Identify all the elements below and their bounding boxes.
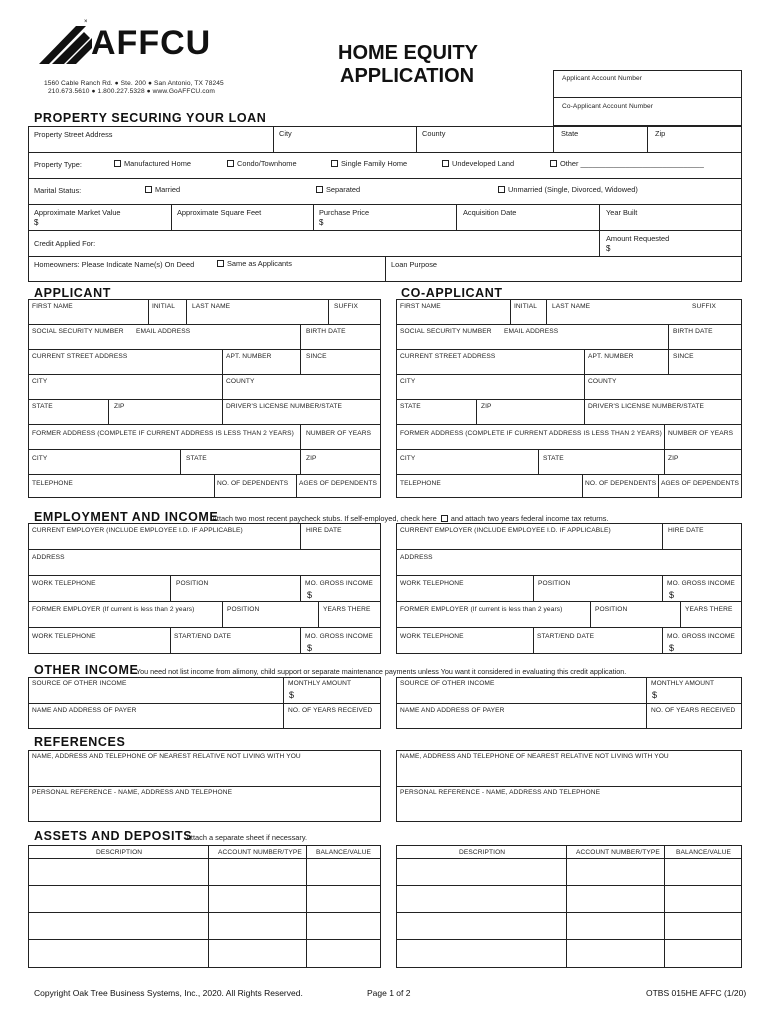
checkbox-icon[interactable] — [217, 260, 224, 267]
applicant-former-zip[interactable]: ZIP — [306, 455, 317, 462]
same-as-applicants[interactable]: Same as Applicants — [217, 259, 292, 268]
coapplicant-former-state[interactable]: STATE — [543, 455, 564, 462]
property-type-other[interactable]: Other ______________________________ — [550, 159, 704, 168]
coapplicant-email[interactable]: EMAIL ADDRESS — [504, 328, 559, 335]
coapplicant-nearest-relative[interactable]: NAME, ADDRESS AND TELEPHONE OF NEAREST RELATIVE NOT LIVING WITH YOU — [400, 753, 669, 760]
property-type-condo[interactable]: Condo/Townhome — [227, 159, 297, 168]
applicant-assets-balance: BALANCE/VALUE — [316, 849, 372, 856]
year-built[interactable]: Year Built — [606, 208, 638, 217]
purchase-price[interactable]: Purchase Price — [319, 208, 370, 217]
applicant-former-employer[interactable]: FORMER EMPLOYER (If current is less than 2 years) — [32, 606, 195, 613]
coapplicant-license[interactable]: DRIVER'S LICENSE NUMBER/STATE — [588, 403, 705, 410]
coapplicant-start-end-date[interactable]: START/END DATE — [537, 633, 595, 640]
applicant-assets-description: DESCRIPTION — [96, 849, 143, 856]
applicant-nearest-relative[interactable]: NAME, ADDRESS AND TELEPHONE OF NEAREST RELATIVE NOT LIVING WITH YOU — [32, 753, 301, 760]
coapplicant-monthly-amount[interactable]: MONTHLY AMOUNT — [651, 680, 715, 687]
property-type-undeveloped[interactable]: Undeveloped Land — [442, 159, 514, 168]
coapplicant-assets-description: DESCRIPTION — [459, 849, 506, 856]
applicant-employer-address[interactable]: ADDRESS — [32, 554, 65, 561]
coapplicant-payer[interactable]: NAME AND ADDRESS OF PAYER — [400, 707, 505, 714]
references-heading: REFERENCES — [34, 735, 126, 749]
applicant-county[interactable]: COUNTY — [226, 378, 255, 385]
applicant-dependent-ages[interactable]: AGES OF DEPENDENTS — [299, 480, 378, 487]
applicant-first-name[interactable]: FIRST NAME — [32, 303, 73, 310]
applicant-former-gross-income[interactable]: MO. GROSS INCOME — [305, 633, 373, 640]
marital-unmarried[interactable]: Unmarried (Single, Divorced, Widowed) — [498, 185, 638, 194]
coapplicant-heading: CO-APPLICANT — [401, 286, 503, 300]
checkbox-icon[interactable] — [498, 186, 505, 193]
coapplicant-since[interactable]: SINCE — [673, 353, 694, 360]
property-city[interactable]: City — [279, 129, 292, 138]
checkbox-icon[interactable] — [316, 186, 323, 193]
applicant-heading: APPLICANT — [34, 286, 111, 300]
coapplicant-assets-account: ACCOUNT NUMBER/TYPE — [576, 849, 660, 856]
purchase-price-dollar: $ — [319, 218, 324, 227]
self-employed-checkbox-icon[interactable] — [441, 515, 448, 522]
coapplicant-birth-date[interactable]: BIRTH DATE — [673, 328, 713, 335]
applicant-suffix[interactable]: SUFFIX — [334, 303, 359, 310]
coapplicant-former-city[interactable]: CITY — [400, 455, 416, 462]
checkbox-icon[interactable] — [114, 160, 121, 167]
applicant-state[interactable]: STATE — [32, 403, 53, 410]
coapplicant-years-received[interactable]: NO. OF YEARS RECEIVED — [651, 707, 736, 714]
checkbox-icon[interactable] — [550, 160, 557, 167]
applicant-years-there[interactable]: YEARS THERE — [323, 606, 371, 613]
amount-requested[interactable]: Amount Requested — [606, 234, 670, 243]
affcu-logo-mark-icon — [36, 18, 98, 68]
applicant-former-city[interactable]: CITY — [32, 455, 48, 462]
coapplicant-employer-address[interactable]: ADDRESS — [400, 554, 433, 561]
coapplicant-suffix[interactable]: SUFFIX — [692, 303, 717, 310]
applicant-current-employer[interactable]: CURRENT EMPLOYER (INCLUDE EMPLOYEE I.D. IF APPLICABLE) — [32, 527, 243, 534]
coapplicant-position[interactable]: POSITION — [538, 580, 571, 587]
credit-applied-for[interactable]: Credit Applied For: — [34, 239, 96, 248]
applicant-zip[interactable]: ZIP — [114, 403, 125, 410]
applicant-payer[interactable]: NAME AND ADDRESS OF PAYER — [32, 707, 137, 714]
coapplicant-personal-reference[interactable]: PERSONAL REFERENCE - NAME, ADDRESS AND TELEPHONE — [400, 789, 601, 796]
employment-heading: EMPLOYMENT AND INCOME — [34, 510, 219, 524]
coapplicant-gross-income-dollar: $ — [669, 590, 675, 600]
applicant-since[interactable]: SINCE — [306, 353, 327, 360]
svg-text:×: × — [84, 19, 88, 25]
coapplicant-ssn[interactable]: SOCIAL SECURITY NUMBER — [400, 328, 492, 335]
property-type-label: Property Type: — [34, 160, 82, 169]
applicant-work-telephone[interactable]: WORK TELEPHONE — [32, 580, 96, 587]
homeowners-names-on-deed[interactable]: Homeowners: Please Indicate Name(s) On Deed — [34, 260, 195, 269]
acquisition-date[interactable]: Acquisition Date — [463, 208, 517, 217]
applicant-assets-account: ACCOUNT NUMBER/TYPE — [218, 849, 302, 856]
applicant-street[interactable]: CURRENT STREET ADDRESS — [32, 353, 128, 360]
coapplicant-dependent-ages[interactable]: AGES OF DEPENDENTS — [661, 480, 740, 487]
property-section-heading: PROPERTY SECURING YOUR LOAN — [34, 111, 267, 125]
coapplicant-last-name[interactable]: LAST NAME — [552, 303, 591, 310]
coapplicant-former-address[interactable]: FORMER ADDRESS (COMPLETE IF CURRENT ADDRESS IS LESS THAN 2 YEARS) — [400, 430, 662, 437]
coapplicant-account-number[interactable]: Co-Applicant Account Number — [562, 103, 654, 110]
coapplicant-city[interactable]: CITY — [400, 378, 416, 385]
coapplicant-gross-income[interactable]: MO. GROSS INCOME — [667, 580, 735, 587]
market-value-dollar: $ — [34, 218, 39, 227]
marital-status-label: Marital Status: — [34, 186, 82, 195]
applicant-gross-income[interactable]: MO. GROSS INCOME — [305, 580, 373, 587]
coapplicant-former-gross-dollar: $ — [669, 643, 675, 653]
applicant-position[interactable]: POSITION — [176, 580, 209, 587]
checkbox-icon[interactable] — [442, 160, 449, 167]
applicant-account-number[interactable]: Applicant Account Number — [562, 75, 643, 82]
applicant-former-gross-dollar: $ — [307, 643, 313, 653]
checkbox-icon[interactable] — [331, 160, 338, 167]
coapplicant-current-employer[interactable]: CURRENT EMPLOYER (INCLUDE EMPLOYEE I.D. IF APPLICABLE) — [400, 527, 611, 534]
coapplicant-initial[interactable]: INITIAL — [514, 303, 538, 310]
coapplicant-state[interactable]: STATE — [400, 403, 421, 410]
coapplicant-assets-table — [396, 845, 742, 968]
applicant-former-state[interactable]: STATE — [186, 455, 207, 462]
coapplicant-former-work-telephone[interactable]: WORK TELEPHONE — [400, 633, 464, 640]
coapplicant-former-zip[interactable]: ZIP — [668, 455, 679, 462]
applicant-license[interactable]: DRIVER'S LICENSE NUMBER/STATE — [226, 403, 343, 410]
coapplicant-street[interactable]: CURRENT STREET ADDRESS — [400, 353, 496, 360]
coapplicant-former-gross-income[interactable]: MO. GROSS INCOME — [667, 633, 735, 640]
applicant-years-received[interactable]: NO. OF YEARS RECEIVED — [288, 707, 373, 714]
applicant-assets-table — [28, 845, 381, 968]
page-number: Page 1 of 2 — [367, 988, 411, 998]
employment-note: Attach two most recent paycheck stubs. If self-employed, check here and attach two years federal income tax returns. — [212, 514, 609, 523]
applicant-apt[interactable]: APT. NUMBER — [226, 353, 272, 360]
applicant-dependents[interactable]: NO. OF DEPENDENTS — [217, 480, 289, 487]
logo-text: AFFCU — [91, 24, 212, 62]
assets-note: Attach a separate sheet if necessary. — [186, 833, 308, 842]
applicant-hire-date[interactable]: HIRE DATE — [306, 527, 342, 534]
applicant-other-income-source[interactable]: SOURCE OF OTHER INCOME — [32, 680, 127, 687]
amount-requested-dollar: $ — [606, 244, 611, 253]
assets-heading: ASSETS AND DEPOSITS — [34, 829, 193, 843]
credit-union-address: 1560 Cable Ranch Rd. ● Ste. 200 ● San Antonio, TX 78245 — [44, 80, 224, 87]
logo — [36, 18, 226, 68]
coapplicant-years-there[interactable]: YEARS THERE — [685, 606, 733, 613]
property-county[interactable]: County — [422, 129, 446, 138]
marital-separated[interactable]: Separated — [316, 185, 360, 194]
applicant-email[interactable]: EMAIL ADDRESS — [136, 328, 191, 335]
applicant-monthly-dollar: $ — [289, 690, 295, 700]
form-title-line1: HOME EQUITY — [338, 42, 479, 64]
property-state[interactable]: State — [561, 129, 579, 138]
applicant-years[interactable]: NUMBER OF YEARS — [306, 430, 372, 437]
applicant-start-end-date[interactable]: START/END DATE — [174, 633, 232, 640]
copyright: Copyright Oak Tree Business Systems, Inc., 2020. All Rights Reserved. — [34, 988, 303, 998]
applicant-former-position[interactable]: POSITION — [227, 606, 260, 613]
applicant-initial[interactable]: INITIAL — [152, 303, 176, 310]
coapplicant-work-telephone[interactable]: WORK TELEPHONE — [400, 580, 464, 587]
coapplicant-first-name[interactable]: FIRST NAME — [400, 303, 441, 310]
coapplicant-telephone[interactable]: TELEPHONE — [400, 480, 441, 487]
property-type-single-family[interactable]: Single Family Home — [331, 159, 407, 168]
coapplicant-county[interactable]: COUNTY — [588, 378, 617, 385]
applicant-city[interactable]: CITY — [32, 378, 48, 385]
checkbox-icon[interactable] — [227, 160, 234, 167]
coapplicant-dependents[interactable]: NO. OF DEPENDENTS — [585, 480, 657, 487]
coapplicant-years[interactable]: NUMBER OF YEARS — [668, 430, 734, 437]
applicant-last-name[interactable]: LAST NAME — [192, 303, 231, 310]
coapplicant-former-employer[interactable]: FORMER EMPLOYER (If current is less than 2 years) — [400, 606, 563, 613]
form-id: OTBS 015HE AFFC (1/20) — [646, 988, 747, 998]
coapplicant-apt[interactable]: APT. NUMBER — [588, 353, 634, 360]
applicant-birth-date[interactable]: BIRTH DATE — [306, 328, 346, 335]
loan-purpose[interactable]: Loan Purpose — [391, 260, 438, 269]
coapplicant-zip[interactable]: ZIP — [481, 403, 492, 410]
applicant-former-address[interactable]: FORMER ADDRESS (COMPLETE IF CURRENT ADDRESS IS LESS THAN 2 YEARS) — [32, 430, 294, 437]
checkbox-icon[interactable] — [145, 186, 152, 193]
coapplicant-monthly-dollar: $ — [652, 690, 658, 700]
form-title-line2: APPLICATION — [340, 65, 475, 87]
property-type-manufactured[interactable]: Manufactured Home — [114, 159, 191, 168]
coapplicant-hire-date[interactable]: HIRE DATE — [668, 527, 704, 534]
property-zip[interactable]: Zip — [655, 129, 666, 138]
approximate-square-feet[interactable]: Approximate Square Feet — [177, 208, 262, 217]
credit-union-contact: 210.673.5610 ● 1.800.227.5328 ● www.GoAFFCU.com — [48, 88, 215, 95]
coapplicant-other-income-source[interactable]: SOURCE OF OTHER INCOME — [400, 680, 495, 687]
applicant-telephone[interactable]: TELEPHONE — [32, 480, 73, 487]
coapplicant-former-position[interactable]: POSITION — [595, 606, 628, 613]
property-street-address[interactable]: Property Street Address — [34, 130, 113, 139]
applicant-former-work-telephone[interactable]: WORK TELEPHONE — [32, 633, 96, 640]
applicant-personal-reference[interactable]: PERSONAL REFERENCE - NAME, ADDRESS AND TELEPHONE — [32, 789, 233, 796]
applicant-ssn[interactable]: SOCIAL SECURITY NUMBER — [32, 328, 124, 335]
marital-married[interactable]: Married — [145, 185, 180, 194]
approximate-market-value[interactable]: Approximate Market Value — [34, 208, 121, 217]
applicant-gross-income-dollar: $ — [307, 590, 313, 600]
other-income-note: You need not list income from alimony, child support or separate maintenance payments unless You want it considered in evaluating this credit application. — [136, 667, 627, 676]
coapplicant-assets-balance: BALANCE/VALUE — [676, 849, 732, 856]
applicant-monthly-amount[interactable]: MONTHLY AMOUNT — [288, 680, 352, 687]
other-income-heading: OTHER INCOME — [34, 663, 139, 677]
